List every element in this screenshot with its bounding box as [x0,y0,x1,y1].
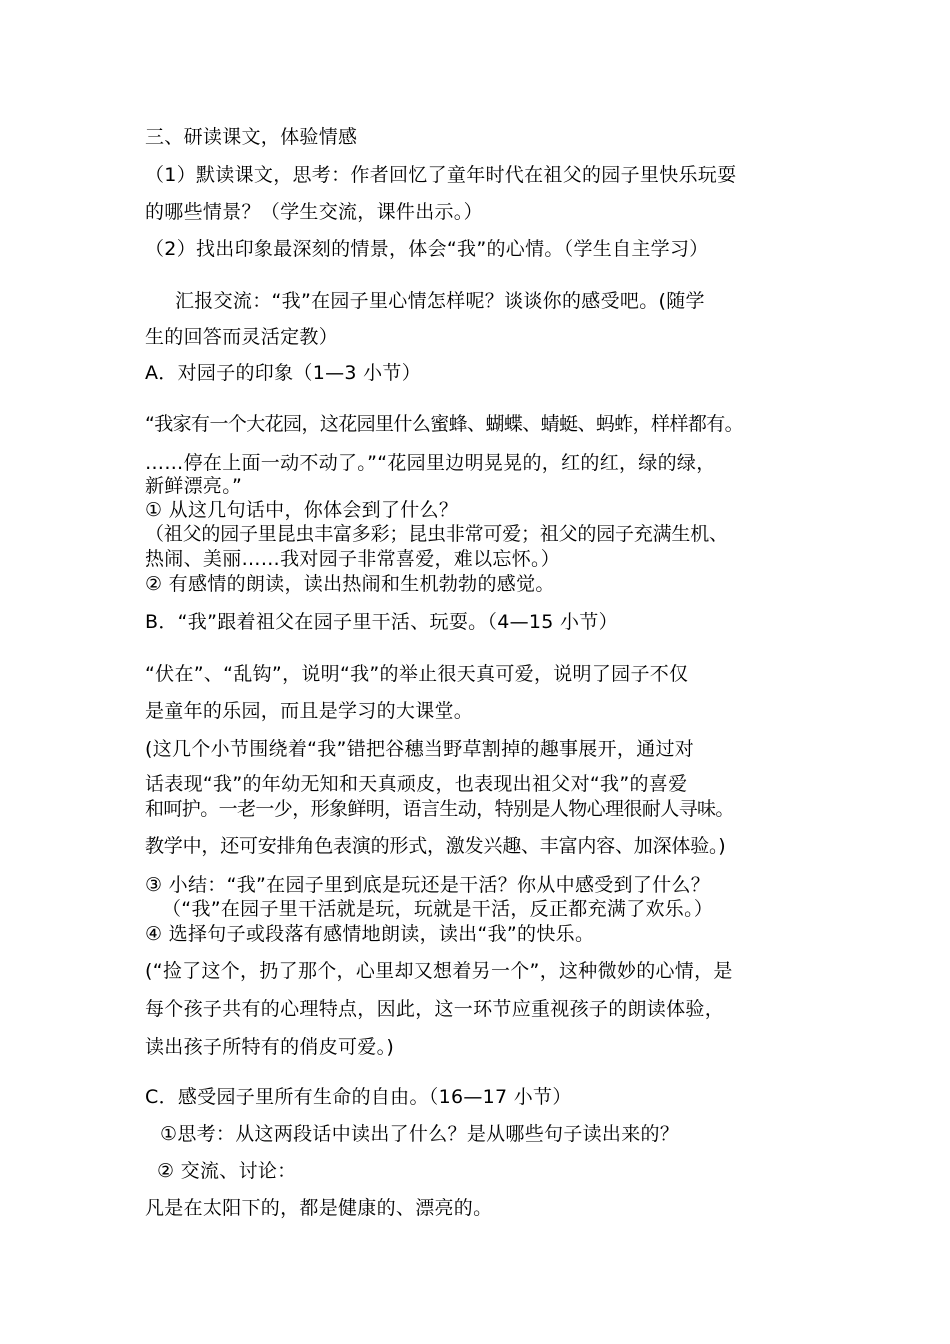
quote-line: ……停在上面一动不动了。”“花园里边明晃晃的，红的红，绿的绿， [145,452,716,474]
quote-line: “我家有一个大花园，这花园里什么蜜蜂、蝴蝶、蜻蜓、蚂蚱，样样都有。 [145,413,744,435]
text-line: 是童年的乐园，而且是学习的大课堂。 [145,700,474,722]
list-item: ① 从这几句话中，你体会到了什么？ [145,499,459,521]
text-line: （祖父的园子里昆虫丰富多彩；昆虫非常可爱；祖父的园子充满生机、 [145,523,728,545]
list-item: ④ 选择句子或段落有感情地朗读，读出“我”的快乐。 [145,923,595,945]
text-line: 汇报交流：“我”在园子里心情怎样呢？谈谈你的感受吧。(随学 [175,290,705,312]
text-line: （“我”在园子里干活就是玩，玩就是干活，反正都充满了欢乐。） [162,898,714,920]
list-item: ③ 小结：“我”在园子里到底是玩还是干活？你从中感受到了什么？ [145,874,711,896]
text-line: 热闹、美丽……我对园子非常喜爱，难以忘怀。） [145,548,561,570]
subheading-b: B．“我”跟着祖父在园子里干活、玩耍。（4—15 小节） [145,611,618,633]
subheading-a: A．对园子的印象（1—3 小节） [145,362,422,384]
text-line: (这几个小节围绕着“我”错把谷穗当野草割掉的趣事展开，通过对 [145,738,695,760]
text-line: “伏在”、“乱钩”，说明“我”的举止很天真可爱，说明了园子不仅 [145,663,689,685]
section-heading: 三、研读课文，体验情感 [145,126,358,148]
subheading-c: C．感受园子里所有生命的自由。（16—17 小节） [145,1086,572,1108]
text-line: 生的回答而灵活定教） [145,326,339,348]
text-line: 和呵护。一老一少，形象鲜明，语言生动，特别是人物心理很耐人寻味。 [145,798,734,820]
text-line: 每个孩子共有的心理特点，因此，这一环节应重视孩子的朗读体验， [145,998,725,1020]
text-line: 教学中，还可安排角色表演的形式，激发兴趣、丰富内容、加深体验。) [145,835,726,857]
text-line: （2）找出印象最深刻的情景，体会“我”的心情。（学生自主学习） [145,238,709,260]
list-item: ② 交流、讨论： [157,1160,297,1182]
text-line: （1）默读课文，思考：作者回忆了童年时代在祖父的园子里快乐玩耍 [145,164,737,186]
text-line: 读出孩子所特有的俏皮可爱。) [145,1036,395,1058]
list-item: ①思考：从这两段话中读出了什么？是从哪些句子读出来的？ [160,1123,680,1145]
list-item: ② 有感情的朗读，读出热闹和生机勃勃的感觉。 [145,573,555,595]
text-line: 凡是在太阳下的，都是健康的、漂亮的。 [145,1197,493,1219]
text-line: 话表现“我”的年幼无知和天真顽皮，也表现出祖父对“我”的喜爱 [145,773,688,795]
text-line: 的哪些情景？（学生交流，课件出示。） [145,201,483,223]
quote-line: 新鲜漂亮。” [145,475,243,497]
text-line: (“捡了这个，扔了那个，心里却又想着另一个”，这种微妙的心情，是 [145,960,733,982]
